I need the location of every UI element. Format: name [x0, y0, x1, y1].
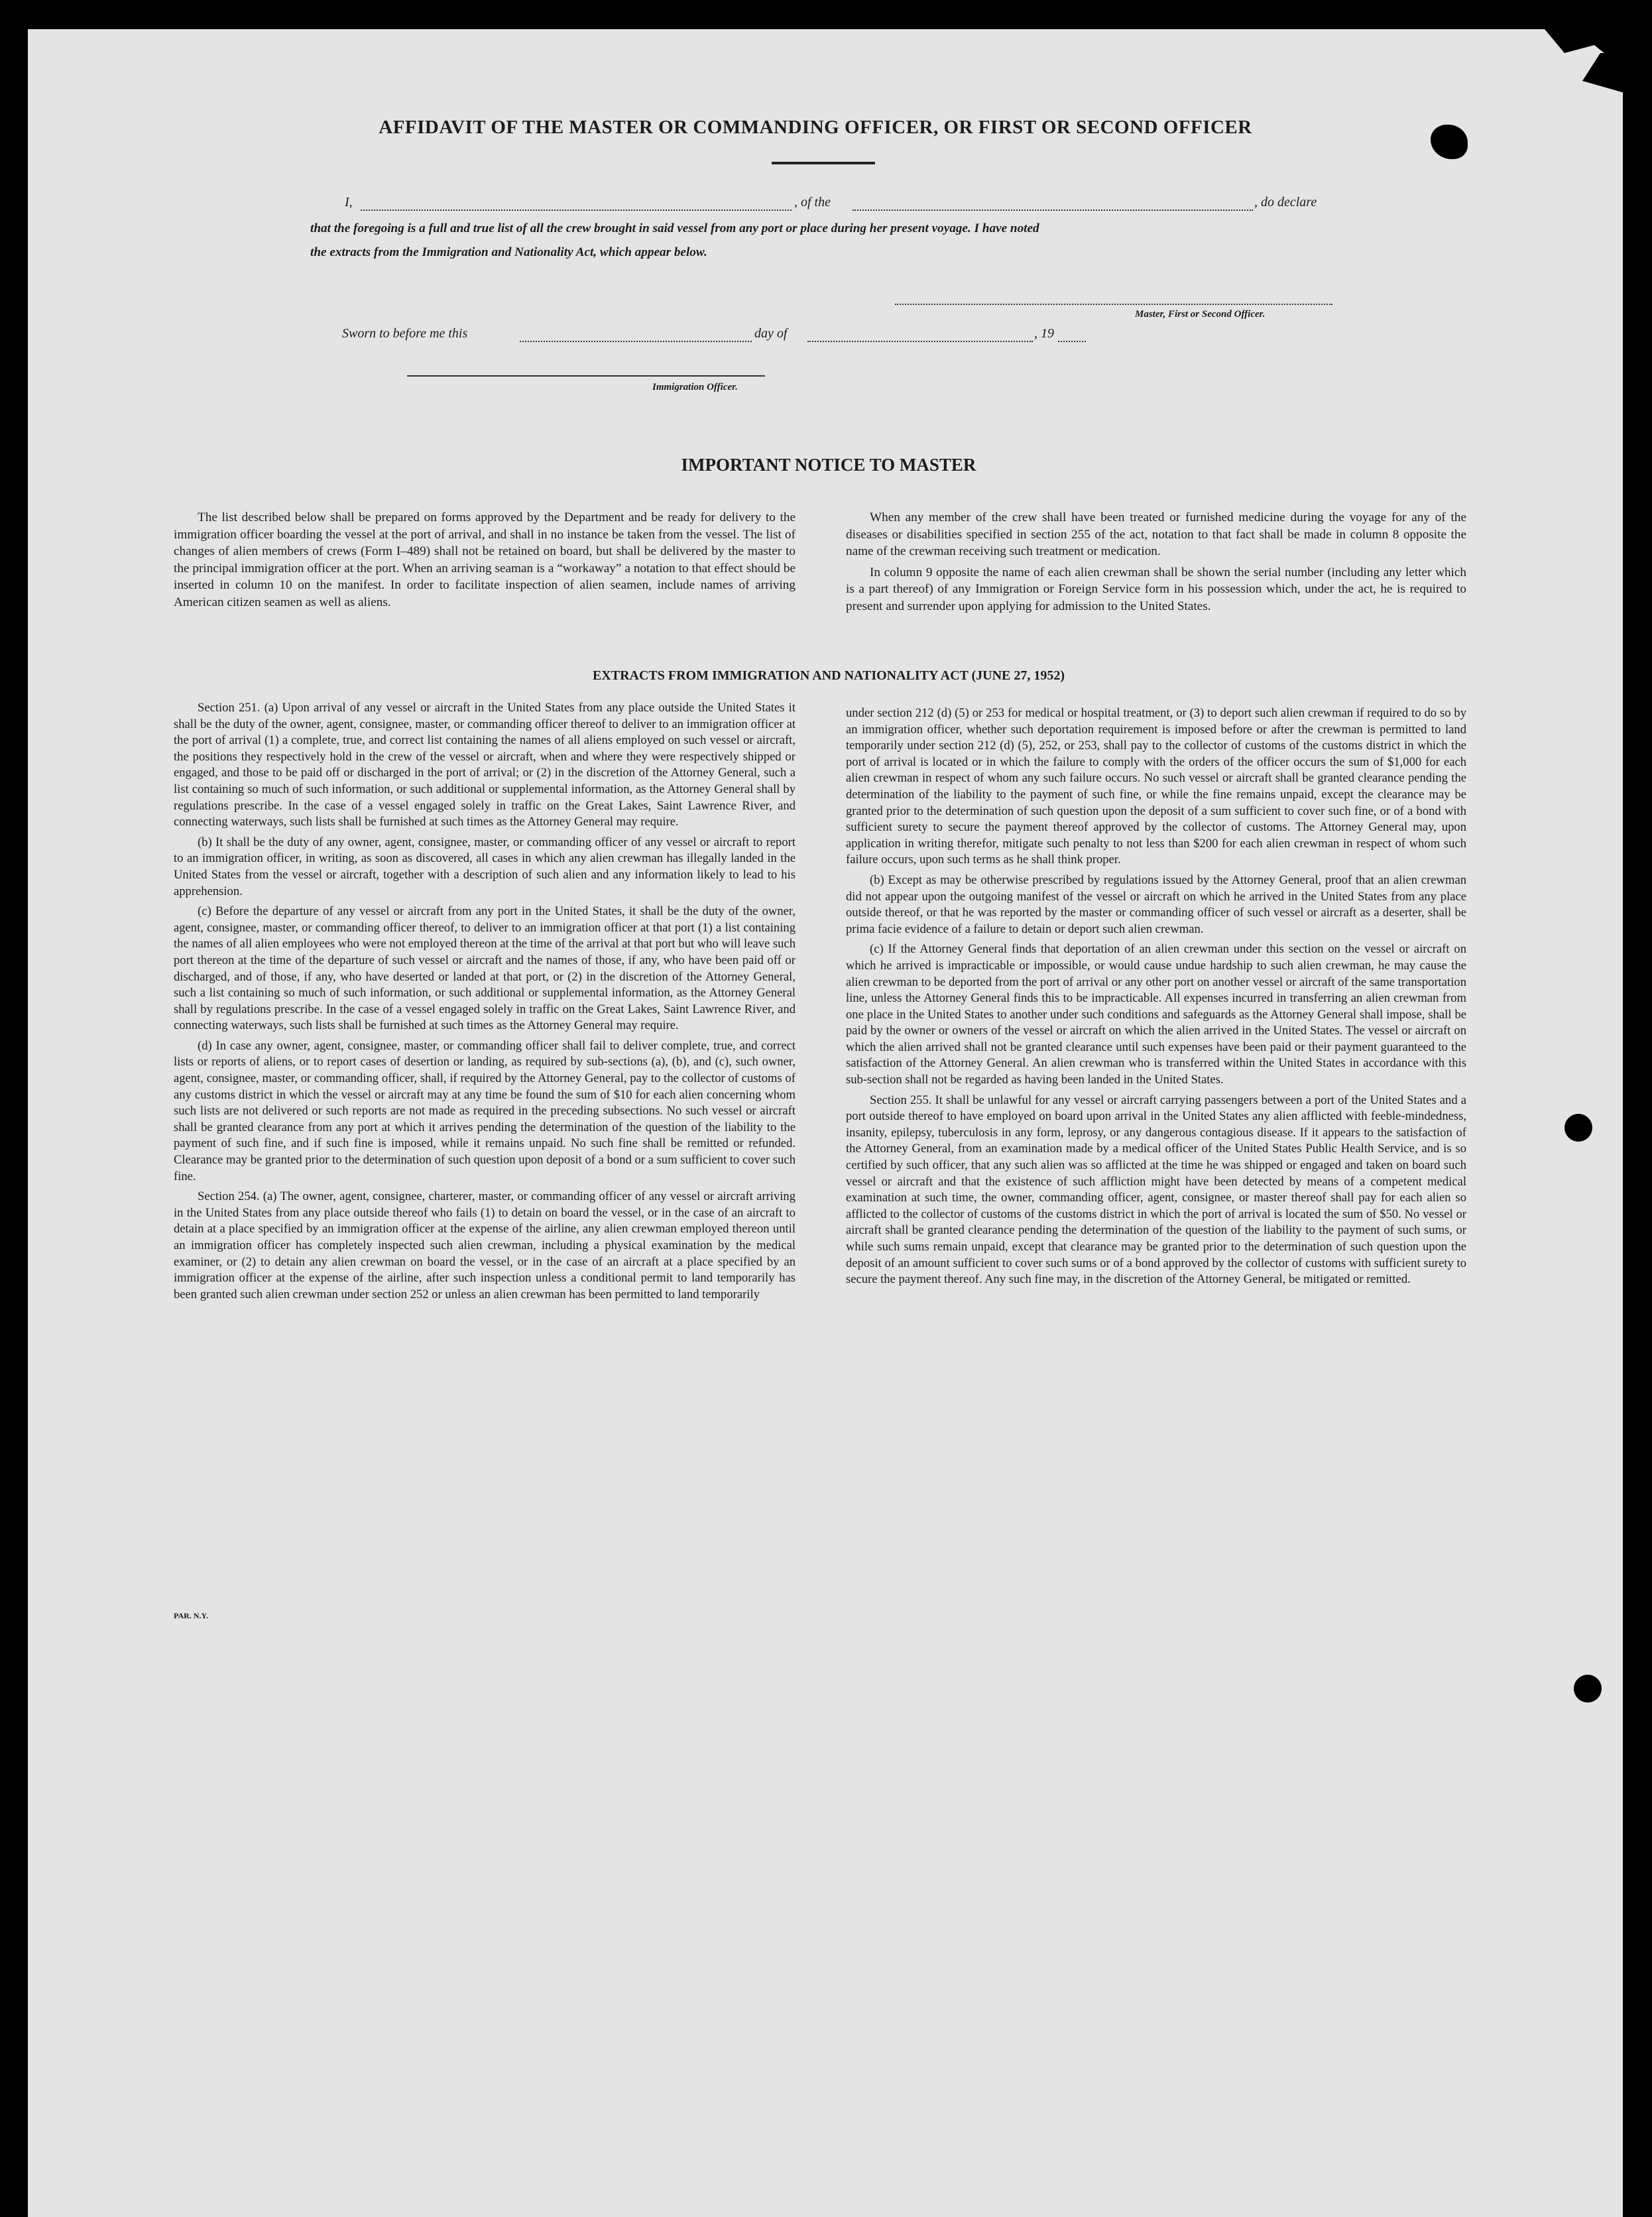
notice-right-column	[846, 509, 1466, 619]
do-declare-label: , do declare	[1254, 195, 1317, 210]
notice-right-paragraph-2: In column 9 opposite the name of each alien crewman shall be shown the serial number (including any letter which is a part thereof) of any Immigration or Foreign Service form in his possession which, under the act, he is required to present and surrender upon applying for admission to the United States.	[846, 565, 1466, 613]
extracts-heading: EXTRACTS FROM IMMIGRATION AND NATIONALITY ACT (JUNE 27, 1952)	[592, 668, 1065, 683]
sworn-label: Sworn to before me this	[342, 326, 468, 341]
section-254-a: Section 254. (a) The owner, agent, consignee, charterer, master, or commanding officer of any vessel or aircraft arriving in the United States from any place outside thereof who fails (1) to detain on board the vessel, or in the case of an aircraft to detain at a place specified by an immigration officer at the expense of the airline, any alien crewman employed thereon until an immigration officer has completely inspected such alien crewman, including a physical examination by the medical examiner, or (2) to detain any alien crewman on board the vessel, or in the case of an aircraft at a place specified by an immigration officer at the expense of the airline, after such inspection unless a conditional permit to land temporarily has been granted such alien crewman under section 252 or unless an alien crewman has been permitted to land temporarily	[174, 1189, 796, 1301]
notice-heading: IMPORTANT NOTICE TO MASTER	[681, 455, 976, 475]
section-254-c: (c) If the Attorney General finds that deportation of an alien crewman under this section on the vessel or aircraft on which he arrived is impracticable or impossible, or would cause undue hardship to such alien crewman, he may cause the alien crewman to be deported from the port of arrival or any other port on another vessel or aircraft of the same transportation line, unless the Attorney General finds this to be impracticable. All expenses incurred in transferring an alien crewman from one place in the United States to another under such conditions and safeguards as the Attorney General shall impose, shall be paid by the owner or owners of the vessel or aircraft on which the alien arrived in the United States. The vessel or aircraft on which the alien arrived shall not be granted clearance until such expenses have been paid or their payment guaranteed to the satisfaction of the Attorney General. An alien crewman who is transferred within the United States in accordance with this sub-section shall not be regarded as having been landed in the United States.	[846, 942, 1466, 1087]
notice-left-paragraph: The list described below shall be prepared on forms approved by the Department and be ready for delivery to the immigration officer boarding the vessel at the port of arrival, and shall in no instance be taken from the vessel. The list of changes of alien members of crews (Form I–489) shall not be retained on board, but shall be delivered by the master to the principal immigration officer at the port. When an arriving seaman is a “workaway” a notation to that effect should be inserted in column 10 on the manifest. In order to facilitate inspection of alien seamen, include names of arriving American citizen seamen as well as aliens.	[174, 510, 796, 609]
extracts-left-column	[174, 700, 796, 1307]
master-signature-line	[895, 304, 1332, 305]
notice-left-column	[174, 509, 796, 615]
master-signature-label: Master, First or Second Officer.	[1135, 309, 1266, 320]
day-of-label: day of	[754, 326, 788, 341]
sworn-day-line	[520, 341, 752, 342]
section-251-b: (b) It shall be the duty of any owner, agent, consignee, master, or commanding officer of any vessel or aircraft to report to an immigration officer, in writing, as soon as discovered, all cases in which any alien crewman has illegally landed in the United States from the vessel or aircraft, together with a description of such alien and any information likely to lead to his apprehension.	[174, 835, 796, 898]
binder-hole-lower	[1574, 1675, 1602, 1703]
of-the-label: , of the	[794, 195, 831, 210]
binder-hole-upper	[1564, 1114, 1592, 1142]
affidavit-title: AFFIDAVIT OF THE MASTER OR COMMANDING OFFICER, OR FIRST OR SECOND OFFICER	[379, 117, 1252, 138]
section-251-a: Section 251. (a) Upon arrival of any vessel or aircraft in the United States from any place outside the United States it shall be the duty of the owner, agent, consignee, master, or commanding officer thereof to deliver to an immigration officer at the port of arrival (1) a complete, true, and correct list containing the names of all aliens employed on such vessel or aircraft, the positions they respectively hold in the crew of the vessel or aircraft, when and where they were respectively shipped or engaged, and those to be paid off or discharged in the port of arrival; or (2) in the discretion of the Attorney General, such a list containing so much of such information, or such additional or supplemental information, as the Attorney General shall by regulations prescribe. In the case of a vessel engaged solely in traffic on the Great Lakes, Saint Lawrence River, and connecting waterways, such lists shall be furnished at such times as the Attorney General may require.	[174, 701, 796, 829]
section-255: Section 255. It shall be unlawful for any vessel or aircraft carrying passengers between a port of the United States and a port outside thereof to have employed on board upon arrival in the United States any alien afflicted with feeble-mindedness, insanity, epilepsy, tuberculosis in any form, leprosy, or any dangerous contagious disease. If it appears to the satisfaction of the Attorney General, from an examination made by a medical officer of the United States Public Health Service, and is so certified by such officer, that any such alien was so afflicted at the time he was shipped or engaged and taken on board such vessel or aircraft and that the existence of such affliction might have been detected by means of a competent medical examination at such time, the owner, commanding officer, agent, consignee, or master thereof shall pay for each alien so afflicted to the collector of customs of the customs district in which the port of arrival is located the sum of $50. No vessel or aircraft shall be granted clearance pending the determination of the question of the liability to the payment of such sums, or while such sums remain unpaid, except that clearance may be granted prior to the determination of such question upon the deposit of an amount sufficient to cover such sums or of a bond approved by the collector of customs with sufficient surety to secure the payment thereof. Any such fine may, in the discretion of the Attorney General, be mitigated or remitted.	[846, 1093, 1466, 1287]
year-label: , 19	[1034, 326, 1054, 341]
extracts-right-column	[846, 705, 1466, 1292]
declaration-line-1: that the foregoing is a full and true list of all the crew brought in said vessel from any port or place during her present voyage. I have noted	[310, 221, 1039, 235]
declarant-name-line	[361, 210, 792, 211]
section-251-c: (c) Before the departure of any vessel or aircraft from any port in the United States, it shall be the duty of the owner, agent, consignee, master, or commanding officer thereof, to deliver to an immigration officer at that port (1) a list containing the names of all alien employees who were not employed thereon at the time of the arrival at that port but who will leave such port thereon at the time of the departure of such vessel or aircraft and the names of those, if any, who have been paid off or discharged, and of those, if any, who have deserted or landed at that port, or (2) in the discretion of the Attorney General, such a list containing so much of such information, or such additional or supplemental information, as the Attorney General shall by regulations prescribe. In the case of a vessel engaged solely in traffic on the Great Lakes, Saint Lawrence River, and connecting waterways, such lists shall be furnished at such times as the Attorney General may require.	[174, 904, 796, 1033]
immigration-officer-label: Immigration Officer.	[652, 382, 738, 392]
sworn-month-line	[807, 341, 1033, 342]
declaration-line-2: the extracts from the Immigration and Nationality Act, which appear below.	[310, 245, 707, 259]
printer-mark: PAR. N.Y.	[174, 1611, 209, 1620]
section-251-d: (d) In case any owner, agent, consignee, master, or commanding officer shall fail to deliver complete, true, and correct lists or reports of aliens, or to report cases of desertion or landing, as required by sub-sections (a), (b), and (c), such owner, agent, consignee, master, or commanding officer, shall, if required by the Attorney General, pay to the collector of customs of any customs district in which the vessel or aircraft may at any time be found the sum of $10 for each alien concerning whom such lists are not delivered or such reports are not made as required in the preceding subsections. No such vessel or aircraft shall be granted clearance from any port at which it arrives pending the determination of the question of the liability to the payment of such fine, and if such fine is imposed, while it remains unpaid. No such fine shall be remitted or refunded. Clearance may be granted prior to the determination of such question upon deposit of a bond or a sum sufficient to cover such fine.	[174, 1038, 796, 1183]
vessel-name-line	[853, 210, 1253, 211]
section-254-b: (b) Except as may be otherwise prescribed by regulations issued by the Attorney General, proof that an alien crewman did not appear upon the outgoing manifest of the vessel or aircraft on which he arrived in the United States from any place outside thereof, or that he was reported by the master or commanding officer of such vessel or aircraft as a deserter, shall be prima facie evidence of a failure to detain or deport such alien crewman.	[846, 872, 1466, 936]
section-254-a-continued: under section 212 (d) (5) or 253 for medical or hospital treatment, or (3) to deport such alien crewman if required to do so by an immigration officer, whether such deportation requirement is imposed before or after the crewman is permitted to land temporarily under section 212 (d) (5), 252, or 253, shall pay to the collector of customs of the customs district in which the port of arrival is located or in which the failure to comply with the orders of the officer occurs the sum of $1,000 for each alien crewman in respect of whom any such failure occurs. No such vessel or aircraft shall be granted clearance pending the determination of the liability to the payment of such fine, or while the fine remains unpaid, except the clearance may be granted prior to the determination of such question upon the deposit of a sum sufficient to cover such fine, or of a bond with sufficient surety to secure the payment thereof approved by the collector of customs. The Attorney General may, upon application in writing therefor, mitigate such penalty to not less than $200 for each alien crewman in respect of whom such failure occurs, upon such terms as he shall think proper.	[846, 706, 1466, 867]
declarant-label: I,	[345, 195, 353, 210]
immigration-officer-line	[407, 375, 765, 377]
sworn-year-line	[1058, 341, 1086, 342]
notice-right-paragraph-1: When any member of the crew shall have been treated or furnished medicine during the voyage for any of the diseases or disabilities specified in section 255 of the act, notation to that fact shall be made in column 8 opposite the name of the crewman receiving such treatment or medication.	[846, 510, 1466, 558]
title-rule	[772, 162, 875, 164]
